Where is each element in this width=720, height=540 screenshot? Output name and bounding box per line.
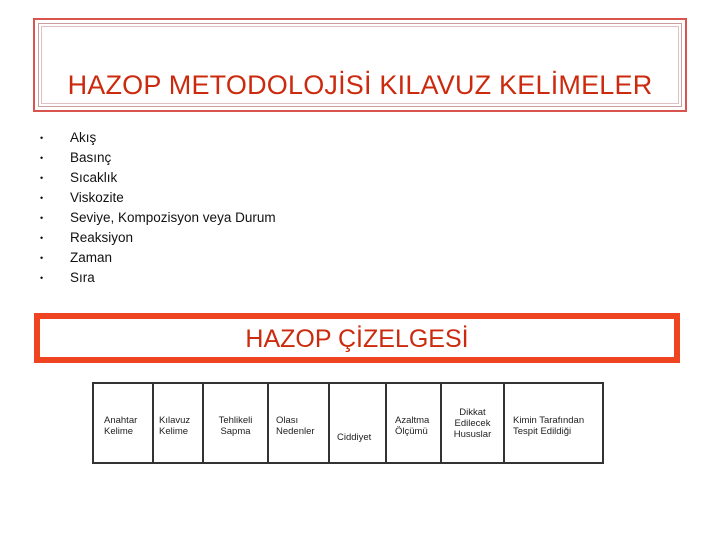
table-header-text: Tehlikeli Sapma bbox=[218, 415, 253, 437]
list-item bbox=[40, 228, 276, 248]
list-item bbox=[40, 148, 276, 168]
list-item bbox=[40, 128, 276, 148]
hazop-table bbox=[92, 382, 604, 464]
bullet-icon: • bbox=[40, 173, 44, 183]
table-header-cell bbox=[269, 384, 330, 462]
guide-word-list bbox=[40, 128, 276, 288]
table-header-cell bbox=[204, 384, 269, 462]
list-item-text: Viskozite bbox=[70, 190, 124, 205]
table-header-text: Kılavuz Kelime bbox=[159, 415, 191, 437]
list-item bbox=[40, 168, 276, 188]
table-header-cell bbox=[442, 384, 505, 462]
list-item-text: Basınç bbox=[70, 150, 112, 165]
table-header-text: Azaltma Ölçümü bbox=[395, 415, 430, 437]
bullet-icon: • bbox=[40, 273, 44, 283]
table-header-text: Anahtar Kelime bbox=[104, 415, 138, 437]
bullet-icon: • bbox=[40, 233, 44, 243]
bullet-icon: • bbox=[40, 133, 44, 143]
title-frame bbox=[33, 18, 687, 112]
bullet-icon: • bbox=[40, 213, 44, 223]
list-item-text: Akış bbox=[70, 130, 97, 145]
table-header-text: Olası Nedenler bbox=[276, 415, 315, 437]
table-header-text: Kimin Tarafından Tespit Edildiği bbox=[513, 415, 585, 437]
list-item-text: Zaman bbox=[70, 250, 113, 265]
list-item-text: Sıra bbox=[70, 270, 95, 285]
table-header-cell bbox=[387, 384, 442, 462]
list-item bbox=[40, 268, 276, 288]
list-item-text: Sıcaklık bbox=[70, 170, 118, 185]
list-item-text: Seviye, Kompozisyon veya Durum bbox=[70, 210, 276, 225]
list-item bbox=[40, 248, 276, 268]
table-header-cell bbox=[94, 384, 154, 462]
table-header-cell bbox=[330, 384, 387, 462]
table-header-cell bbox=[154, 384, 204, 462]
banner-title: HAZOP ÇİZELGESİ bbox=[245, 325, 469, 353]
list-item bbox=[40, 208, 276, 228]
table-header-text: Ciddiyet bbox=[337, 431, 372, 443]
list-item-text: Reaksiyon bbox=[70, 230, 134, 245]
bullet-icon: • bbox=[40, 153, 44, 163]
section-banner bbox=[34, 313, 680, 363]
bullet-icon: • bbox=[40, 193, 44, 203]
list-item bbox=[40, 188, 276, 208]
table-header-cell bbox=[505, 384, 602, 462]
table-header-text: Dikkat Edilecek Hususlar bbox=[453, 406, 492, 440]
page-title: HAZOP METODOLOJİSİ KILAVUZ KELİMELER bbox=[67, 70, 653, 100]
bullet-icon: • bbox=[40, 253, 44, 263]
